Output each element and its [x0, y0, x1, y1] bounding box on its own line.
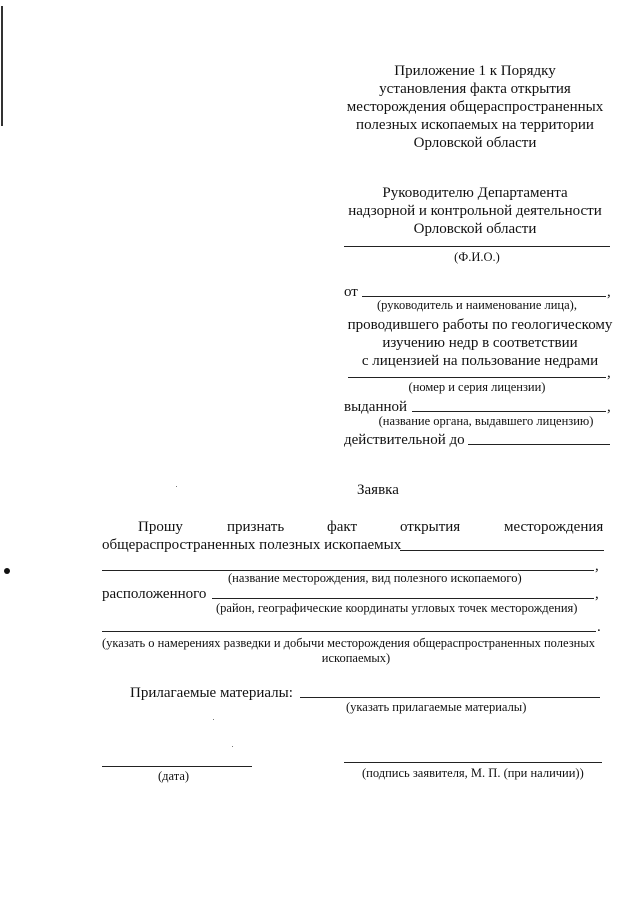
addressee-block — [330, 184, 620, 238]
license-line[interactable] — [348, 377, 606, 378]
from-comma: , — [607, 284, 611, 300]
attachments-caption: (указать прилагаемые материалы) — [346, 700, 527, 714]
addressee-line: Руководителю Департамента — [382, 185, 568, 201]
signature-line[interactable] — [344, 762, 602, 763]
applicant-desc — [330, 316, 630, 370]
request-word: факт — [327, 519, 358, 535]
fio-caption: (Ф.И.О.) — [454, 250, 500, 264]
scan-edge-mark — [1, 6, 3, 126]
scan-speck — [213, 719, 214, 720]
addressee-line: Орловской области — [413, 221, 537, 237]
intent-period: . — [597, 619, 601, 635]
appendix-line: установления факта открытия — [379, 81, 571, 97]
attachments-label: Прилагаемые материалы: — [130, 685, 293, 701]
intent-line[interactable] — [102, 631, 596, 632]
scan-speck — [176, 486, 177, 487]
applicant-desc-line: с лицензией на пользование недрами — [361, 353, 599, 369]
request-line2: общераспространенных полезных ископаемых — [102, 537, 402, 553]
located-line[interactable] — [212, 598, 594, 599]
from-caption: (руководитель и наименование лица), — [377, 298, 577, 312]
request-word: Прошу — [138, 519, 183, 535]
valid-label: действительной до — [344, 432, 465, 448]
issued-caption: (название органа, выдавшего лицензию) — [378, 414, 594, 428]
license-comma: , — [607, 365, 611, 381]
deposit-caption: (название месторождения, вид полезного ископаемого) — [228, 571, 522, 585]
date-line[interactable] — [102, 766, 252, 767]
valid-line[interactable] — [468, 444, 610, 445]
appendix-line: полезных ископаемых на территории — [356, 117, 594, 133]
scan-dot — [4, 568, 10, 574]
intent-caption-2: ископаемых) — [321, 651, 391, 665]
signature-caption: (подпись заявителя, М. П. (при наличии)) — [362, 766, 584, 780]
intent-caption: (указать о намерениях разведки и добычи месторождения общераспространенных полезных — [102, 636, 595, 650]
appendix-header — [330, 62, 620, 152]
issued-label: выданной — [344, 399, 408, 415]
appendix-line: Орловской области — [413, 135, 537, 151]
located-comma: , — [595, 586, 599, 602]
request-word: открытия — [400, 519, 461, 535]
located-caption: (район, географические координаты угловых точек месторождения) — [216, 601, 578, 615]
located-label: расположенного — [102, 586, 207, 602]
from-label: от — [344, 284, 358, 300]
addressee-line: надзорной и контрольной деятельности — [348, 203, 602, 219]
applicant-desc-line: изучению недр в соответствии — [382, 335, 578, 351]
attachments-line[interactable] — [300, 697, 600, 698]
from-line[interactable] — [362, 296, 606, 297]
request-word: месторождения — [504, 519, 604, 535]
license-caption: (номер и серия лицензии) — [408, 380, 546, 394]
issued-comma: , — [607, 399, 611, 415]
deposit-line-1[interactable] — [400, 550, 604, 551]
fio-line[interactable] — [344, 246, 610, 247]
date-caption: (дата) — [158, 769, 190, 783]
applicant-desc-line: проводившего работы по геологическому — [347, 317, 613, 333]
request-word: признать — [227, 519, 285, 535]
deposit-comma: , — [595, 558, 599, 574]
appendix-line: Приложение 1 к Порядку — [394, 63, 556, 79]
issued-line[interactable] — [412, 411, 606, 412]
appendix-line: месторождения общераспространенных — [346, 99, 604, 115]
document-title: Заявка — [357, 482, 399, 498]
scan-speck — [232, 746, 233, 747]
